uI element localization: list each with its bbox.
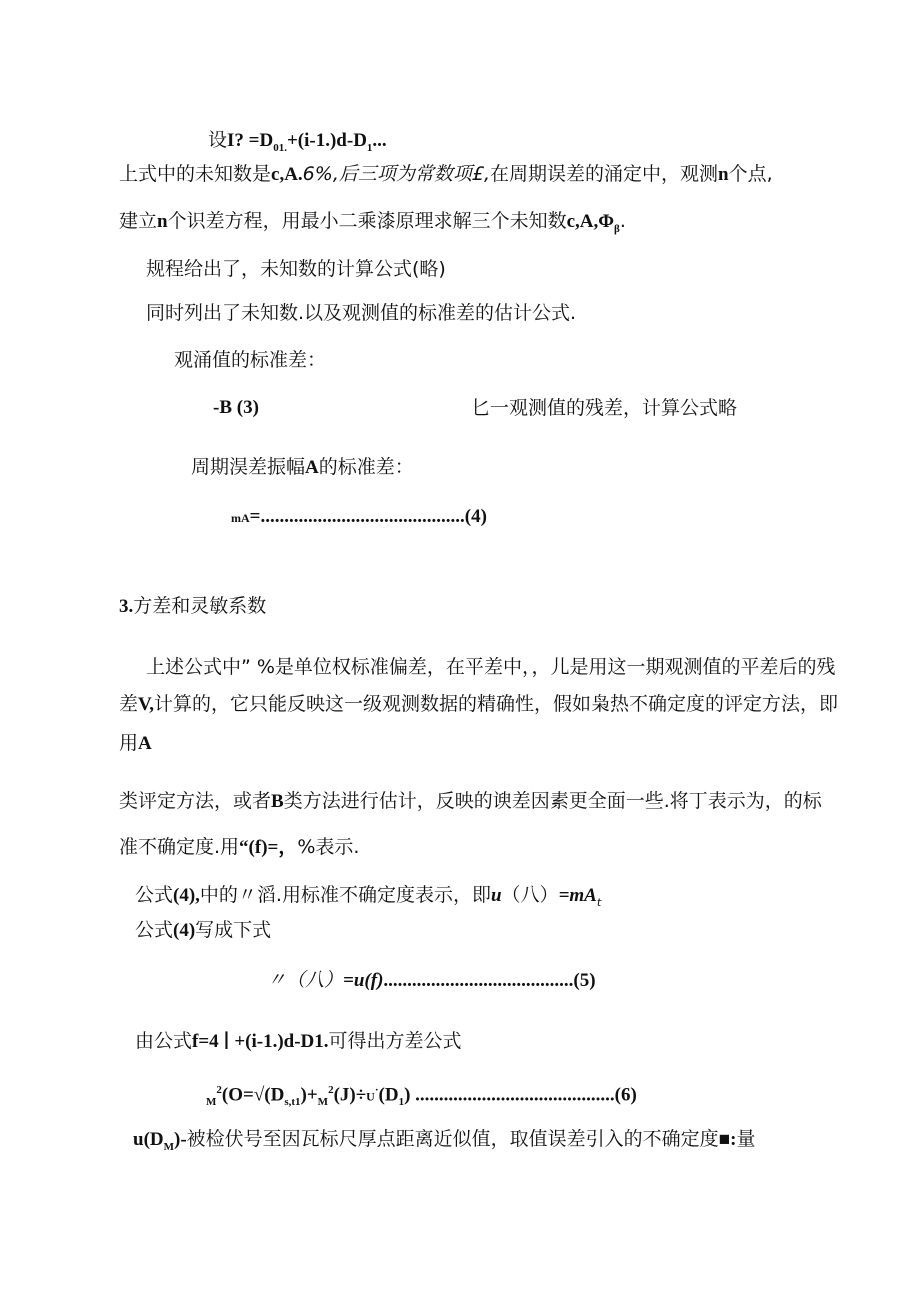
text: 上述公式中” %是单位权标准偏差，在平差中，，儿是用这一期观测值的平差后的残 [146, 656, 836, 678]
formula: )- [174, 1129, 187, 1150]
formula: n [718, 164, 729, 185]
formula: ........................................(5) [383, 970, 596, 991]
text: 上式中的未知数是 [119, 163, 272, 185]
formula: mA [231, 511, 250, 525]
formula: c,A,Φ [566, 211, 615, 232]
paragraph-p6 [135, 883, 601, 915]
formula-line-1 [208, 128, 387, 160]
paragraph-p4 [119, 789, 822, 814]
formula: (D [378, 1084, 399, 1106]
paragraph-line-3 [119, 209, 626, 241]
superscript: 2 [216, 1084, 222, 1096]
formula: (4) [173, 920, 196, 941]
formula: =mA [558, 885, 597, 906]
subscript: 1 [366, 141, 373, 154]
subscript: 01. [273, 141, 287, 154]
text: 个点, [728, 163, 773, 185]
formula: A [305, 457, 319, 478]
text: 被检伏号至因瓦标尺厚点距离近似值，取值误差引入的不确定度 [186, 1128, 719, 1150]
formula: u [490, 885, 502, 906]
paragraph-p7 [135, 918, 271, 943]
formula-line-9 [231, 505, 487, 530]
formula: f=4 ∣ +(i-1.)d-D1. [192, 1031, 329, 1052]
subscript: M [163, 1140, 175, 1153]
text: 类评定方法，或者 [119, 790, 272, 812]
section-number: 3. [119, 596, 134, 617]
text: 个识差方程，用最小二乘漆原理求解三个未知数 [167, 210, 567, 232]
text: 差 [119, 693, 139, 715]
text: 6%,后三项为常数项£, [302, 163, 490, 185]
text: 类方法进行估计，反映的谀差因素更全面一些.将丁表示为，的标 [283, 790, 822, 812]
formula: V, [138, 694, 155, 715]
text: 计算的，它只能反映这一级观测数据的精确性，假如枭热不确定度的评定方法，即 [154, 693, 839, 715]
formula-line-p8 [267, 968, 596, 993]
text: 量 [736, 1128, 756, 1150]
paragraph-p3 [119, 731, 152, 756]
text: 用 [119, 732, 139, 754]
formula: ...........................................(4) [260, 506, 487, 527]
text: 公式 [135, 919, 174, 941]
formula: U [366, 1089, 375, 1104]
formula-line-7b: 匕一观测值的残差，计算公式略 [471, 397, 738, 419]
superscript: 2 [328, 1084, 334, 1096]
subscript: M [317, 1096, 329, 1109]
text: 由公式 [135, 1030, 193, 1052]
formula: = [249, 506, 261, 527]
paragraph-p11 [133, 1127, 756, 1159]
subscript: β [614, 222, 620, 235]
subscript: s,t1 [284, 1096, 301, 1109]
paragraph-p9 [135, 1029, 462, 1054]
subscript: M [206, 1096, 217, 1109]
text: %表示. [297, 836, 360, 858]
paragraph-line-6: 观涌值的标准差： [174, 349, 327, 371]
text: 中的〃滔.用标准不确定度表示，即 [199, 884, 491, 906]
formula: (J)÷ [333, 1084, 367, 1106]
text: 周期淏差振幅 [191, 456, 306, 478]
formula: ■: [718, 1129, 737, 1150]
formula: )+ [300, 1084, 318, 1106]
formula-line-7a: -B (3) [213, 397, 259, 418]
subscript: 1 [398, 1096, 405, 1109]
formula: A [138, 733, 152, 754]
text: 建立 [119, 210, 158, 232]
formula: =u(f) [343, 970, 384, 991]
text: （八） [501, 884, 559, 906]
formula: B [271, 791, 284, 812]
formula: “(f)=， [239, 837, 298, 858]
text: 写成下式 [195, 919, 272, 941]
formula: u(D [133, 1129, 164, 1150]
paragraph-p5 [119, 835, 359, 860]
paragraph-p1 [146, 655, 835, 679]
paragraph-p2 [119, 692, 838, 717]
text: 的标准差： [318, 456, 414, 478]
formula: (4), [173, 885, 200, 906]
formula: I? =D [227, 130, 274, 151]
text: 在周期误差的涌定中，观测 [489, 163, 718, 185]
formula: +(i-1.)d-D [286, 130, 367, 151]
text: 可得出方差公式 [328, 1030, 462, 1052]
text: . [619, 210, 626, 232]
superscript: · [374, 1084, 379, 1096]
formula: (O=√(D [221, 1084, 285, 1106]
formula: ... [372, 130, 387, 151]
formula-line-p10 [206, 1078, 637, 1114]
paragraph-line-5: 同时列出了未知数.以及观测值的标准差的估计公式. [146, 302, 577, 324]
paragraph-line-4: 规程给出了，未知数的计算公式(略) [146, 258, 446, 280]
text: 公式 [135, 884, 174, 906]
subscript: t [596, 895, 602, 909]
section-heading [119, 594, 266, 619]
text: 准不确定度.用 [119, 836, 240, 858]
text: 设 [208, 129, 228, 151]
paragraph-line-8 [191, 455, 414, 480]
formula: ) ..........................................(6) [404, 1084, 637, 1106]
section-title: 方差和灵敏系数 [133, 595, 267, 617]
formula: 〃（八） [267, 969, 344, 991]
paragraph-line-2 [119, 162, 773, 187]
formula: n [157, 211, 168, 232]
formula: c,A. [271, 164, 303, 185]
